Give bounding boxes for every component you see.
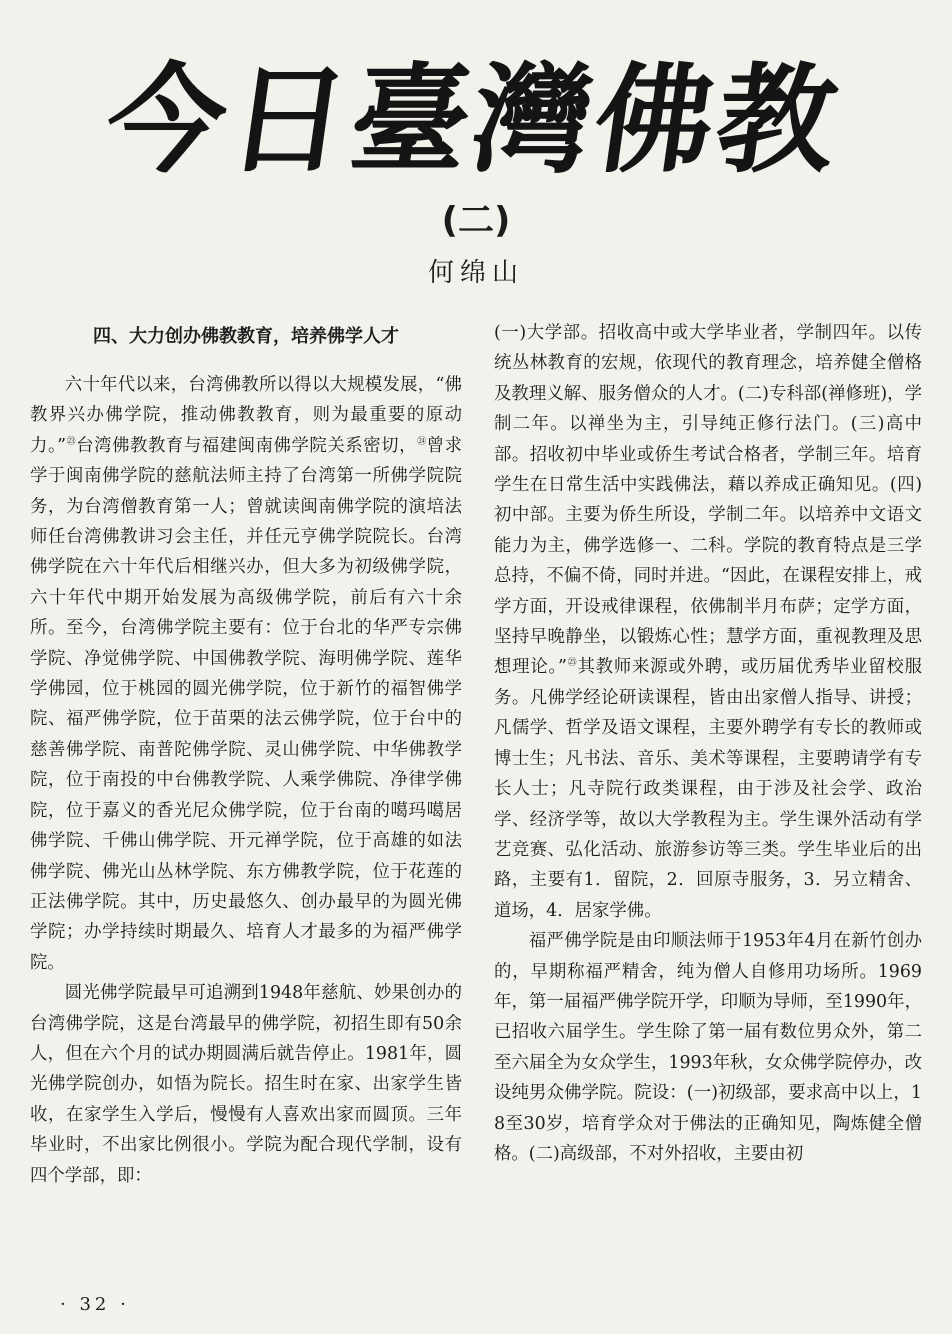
article-title: 今日臺灣佛教 (97, 50, 850, 189)
left-column (30, 318, 462, 1191)
right-paragraph-1 (494, 318, 922, 926)
right-paragraph-1-part-b: 其教师来源或外聘，或历届优秀毕业留校服务。凡佛学经论研读课程，皆由出家僧人指导、讲授；凡儒学、哲学及语文课程，主要外聘学有专长的教师或博士生；凡书法、音乐、美术等课程，主要聘请学有专长人士；凡寺院行政类课程，由于涉及社会学、政治学、经济学等，故以大学教程为主。学生课外活动有学艺竞赛、弘化活动、旅游参访等三类。学生毕业后的出路，主要有1．留院，2．回原寺服务，3．另立精舍、道场，4．居家学佛。 (494, 657, 922, 921)
right-paragraph-2: 福严佛学院是由印顺法师于1953年4月在新竹创办的，早期称福严精舍，纯为僧人自修用功场所。1969年，第一届福严佛学院开学，印顺为导师，至1990年，已招收六届学生。学生除了第一届有数位男众外，第二至六届全为女众学生，1993年秋，女众佛学院停办，改设纯男众佛学院。院设：(一)初级部，要求高中以上，18至30岁，培育学众对于佛法的正确知见，陶炼健全僧格。(二)高级部，不对外招收，主要由初 (494, 931, 922, 1164)
article-author: 何绵山 (427, 258, 524, 288)
left-paragraph-1-part-c: 曾求学于闽南佛学院的慈航法师主持了台湾第一所佛学院院务，为台湾僧教育第一人；曾就读闽南佛学院的演培法师任台湾佛教讲习会主任，并任元亨佛学院院长。台湾佛学院在六十年代后相继兴办，但大多为初级佛学院，六十年代中期开始发展为高级佛学院，前后有六十余所。至今，台湾佛学院主要有：位于台北的华严专宗佛学院、净觉佛学院、中国佛教学院、海明佛学院、莲华学佛园，位于桃园的圆光佛学院，位于新竹的福智佛学院、福严佛学院，位于苗栗的法云佛学院，位于台中的慈善佛学院、南普陀佛学院、灵山佛学院、中华佛教学院，位于南投的中台佛教学院、人乘学佛院、净律学佛院，位于嘉义的香光尼众佛学院，位于台南的噶玛噶居佛学院、千佛山佛学院、开元禅学院，位于高雄的如法佛学院、佛光山丛林学院、东方佛教学院，位于花莲的正法佛学院。其中，历史最悠久、创办最早的为圆光佛学院；办学持续时期最久、培育人才最多的为福严佛学院。 (30, 435, 462, 973)
left-paragraph-1-part-a: 六十年代以来，台湾佛教所以得以大规模发展，“佛教界兴办佛学院，推动佛教教育，则为最重要的原动力。” (30, 375, 462, 456)
footnote-marker: ㉔ (417, 437, 427, 448)
footnote-marker: ㉕ (566, 658, 578, 669)
right-column (494, 318, 922, 1169)
left-paragraph-1-part-b: 台湾佛教教育与福建闽南佛学院关系密切， (76, 435, 418, 456)
page-number: · 32 · (60, 1294, 130, 1315)
left-paragraph-2: 圆光佛学院最早可追溯到1948年慈航、妙果创办的台湾佛学院，这是台湾最早的佛学院，初招生即有50余人，但在六个月的试办期圆满后就告停止。1981年，圆光佛学院创办，如悟为院长。招生时在家、出家学生皆收，在家学生入学后，慢慢有人喜欢出家而圆顶。三年毕业时，不出家比例很小。学院为配合现代学制，设有四个学部，即： (30, 983, 462, 1186)
article-part-number: (二) (441, 200, 511, 241)
left-paragraph-1 (30, 370, 462, 978)
footnote-marker: ㉓ (66, 437, 77, 448)
right-paragraph-1-part-a: (一)大学部。招收高中或大学毕业者，学制四年。以传统丛林教育的宏规，依现代的教育理念，培养健全僧格及教理义解、服务僧众的人才。(二)专科部(禅修班)，学制二年。以禅坐为主，引导纯正修行法门。(三)高中部。招收初中毕业或侨生考试合格者，学制三年。培育学生在日常生活中实践佛法，藉以养成正确知见。(四)初中部。主要为侨生所设，学制二年。以培养中文语文能力为主，佛学选修一、二科。学院的教育特点是三学总持，不偏不倚，同时并进。“因此，在课程安排上，戒学方面，开设戒律课程，依佛制半月布萨；定学方面，坚持早晚静坐，以锻炼心性；慧学方面，重视教理及思想理论。” (494, 323, 922, 678)
section-heading: 四、大力创办佛教教育，培养佛学人才 (93, 326, 399, 347)
